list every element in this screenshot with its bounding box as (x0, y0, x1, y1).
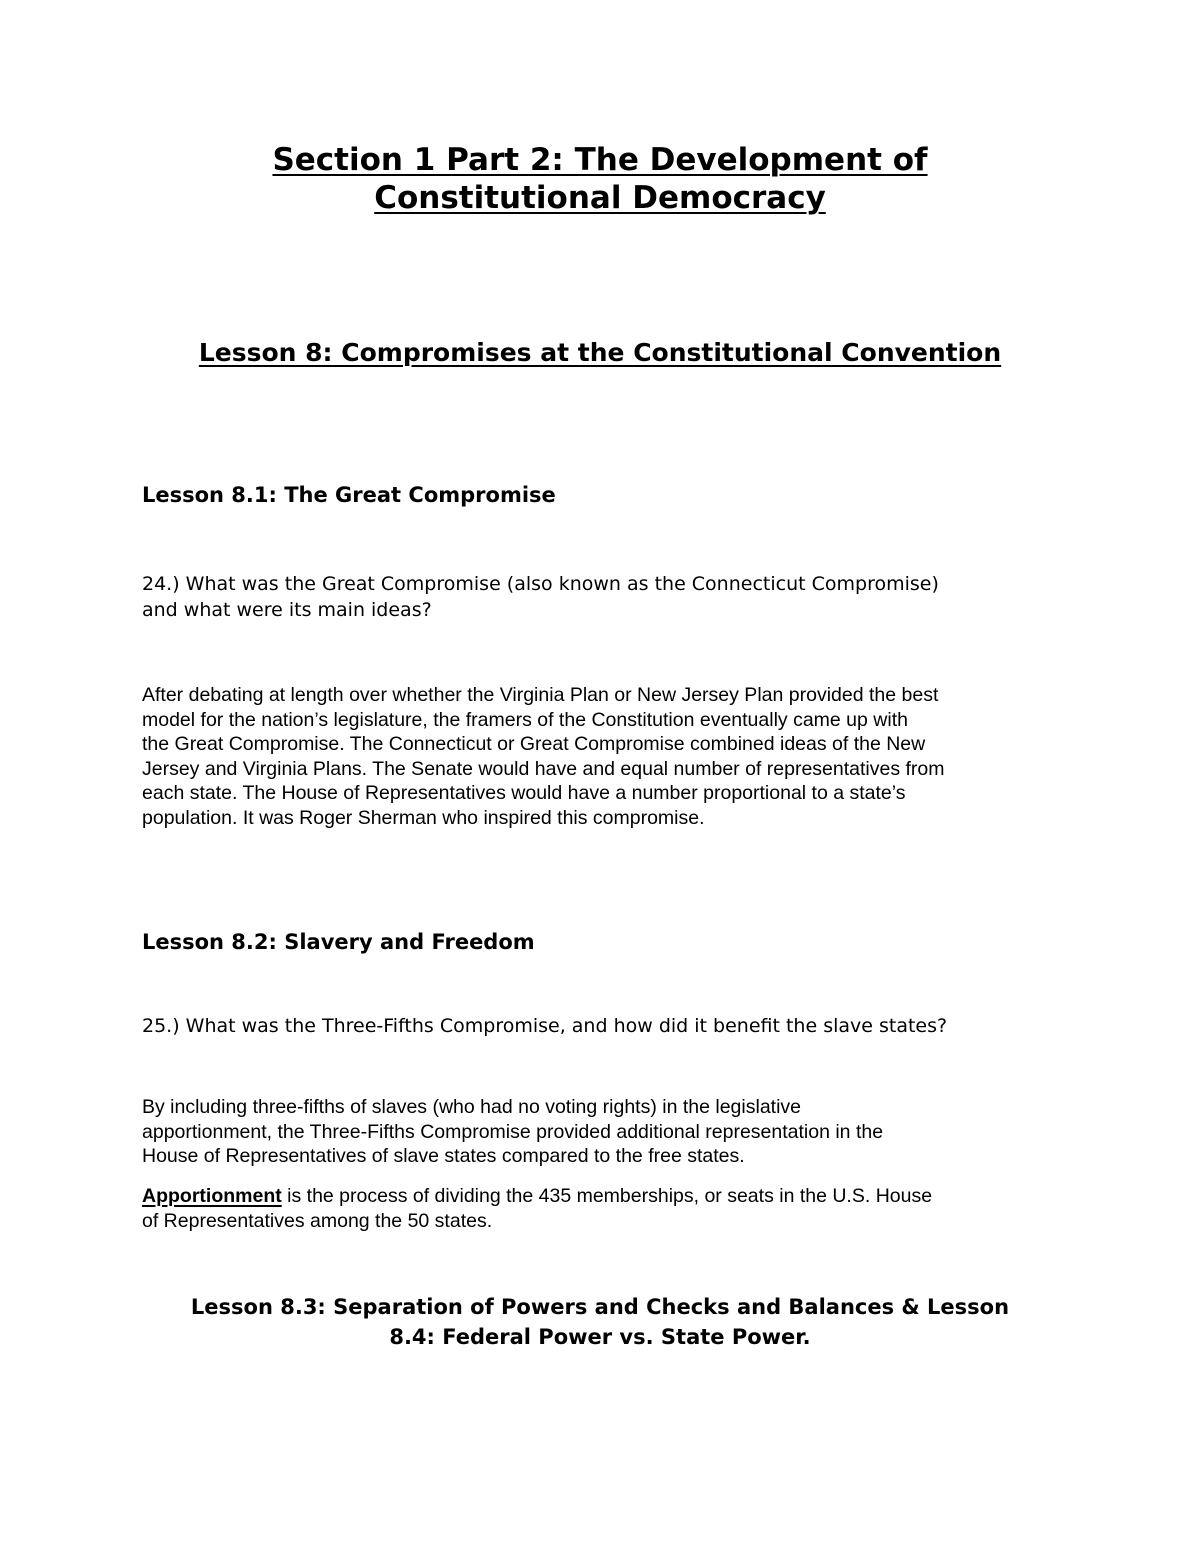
answer-24 (142, 683, 1072, 831)
document-title (0, 141, 1200, 217)
answer-24-line-6: population. It was Roger Sherman who inspired this compromise. (142, 806, 705, 829)
answer-25-line-3: House of Representatives of slave states compared to the free states. (142, 1145, 745, 1168)
question-24-line-2: and what were its main ideas? (142, 599, 432, 621)
question-24 (142, 571, 1072, 623)
lesson-8-3-heading-line-2: 8.4: Federal Power vs. State Power. (389, 1325, 811, 1349)
answer-25-line-2: apportionment, the Three-Fifths Compromise provided additional representation in the (142, 1120, 884, 1143)
answer-24-line-3: the Great Compromise. The Connecticut or Great Compromise combined ideas of the New (142, 733, 926, 756)
definition-line-2: of Representatives among the 50 states. (142, 1209, 493, 1232)
answer-25 (142, 1095, 1072, 1169)
lesson-title: Lesson 8: Compromises at the Constitutional Convention (198, 338, 1002, 367)
lesson-8-2-heading: Lesson 8.2: Slavery and Freedom (142, 930, 535, 954)
answer-24-line-4: Jersey and Virginia Plans. The Senate would have and equal number of representatives from (142, 757, 945, 780)
definition-line-1 (142, 1184, 1072, 1209)
lesson-8-3-heading (0, 1292, 1200, 1352)
answer-24-line-1: After debating at length over whether the Virginia Plan or New Jersey Plan provided the best (142, 684, 939, 706)
lesson-8-1-heading: Lesson 8.1: The Great Compromise (142, 483, 556, 507)
document-title-line-2: Constitutional Democracy (374, 180, 826, 216)
question-25-line-1: 25.) What was the Three-Fifths Compromise, and how did it benefit the slave states? (142, 1015, 948, 1037)
answer-24-line-5: each state. The House of Representatives would have a number proportional to a state’s (142, 782, 906, 805)
question-24-line-1: 24.) What was the Great Compromise (also known as the Connecticut Compromise) (142, 573, 939, 595)
answer-24-line-2: model for the nation’s legislature, the framers of the Constitution eventually came up with (142, 708, 908, 731)
answer-25-line-1: By including three-fifths of slaves (who had no voting rights) in the legislative (142, 1096, 802, 1118)
document-title-line-1: Section 1 Part 2: The Development of (272, 142, 928, 178)
apportionment-term: Apportionment (142, 1185, 282, 1207)
definition-line-1-text: is the process of dividing the 435 memberships, or seats in the U.S. House (281, 1185, 933, 1207)
question-25 (142, 1013, 1072, 1039)
lesson-8-3-heading-line-1: Lesson 8.3: Separation of Powers and Checks and Balances & Lesson (190, 1295, 1010, 1319)
apportionment-definition (142, 1184, 1072, 1233)
